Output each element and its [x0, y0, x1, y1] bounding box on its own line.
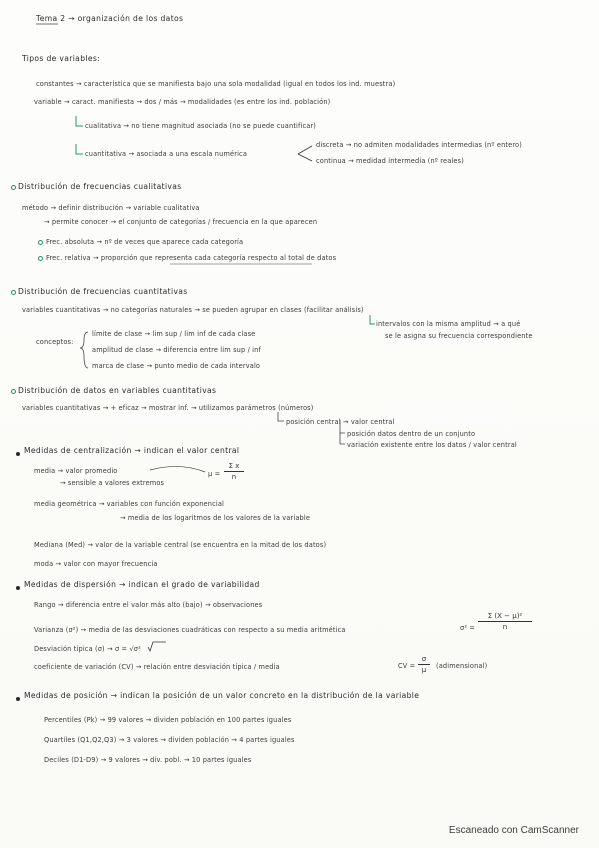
- line-cualitativa: cualitativa → no tiene magnitud asociada (no se puede cuantificar): [85, 122, 317, 130]
- brace-conceptos: [80, 332, 88, 368]
- line-variacion: variación existente entre los datos / valor central: [347, 441, 517, 449]
- formula-cv-lhs: CV =: [398, 662, 416, 670]
- formula-cv-denominator: μ: [421, 666, 427, 674]
- line-varianza: Varianza (σ²) → media de las desviaciones cuadráticas con respecto a su media aritmética: [34, 626, 346, 634]
- line-mostrar-inf: variables cuantitativas → + eficaz → mostrar inf. → utilizamos parámetros (números): [22, 404, 314, 412]
- line-deciles: Deciles (D1-D9) → 9 valores → div. pobl. → 10 partes iguales: [44, 756, 252, 764]
- line-posicion-central: posición central → valor central: [286, 418, 395, 426]
- line-coeficiente-variacion: coeficiente de variación (CV) → relación entre desviación típica / media: [34, 663, 280, 671]
- bracket-parametros: [278, 412, 284, 421]
- section-heading-tipos-variables: Tipos de variables:: [22, 54, 101, 63]
- page-title: Tema 2 → organización de los datos: [36, 14, 184, 23]
- section-heading-frec-cualitativas: Distribución de frecuencias cualitativas: [18, 182, 182, 191]
- formula-media-denominator: n: [231, 473, 237, 481]
- line-mediana: Mediana (Med) → valor de la variable central (se encuentra en la mitad de los datos): [34, 541, 327, 549]
- line-frec-relativa: Frec. relativa → proporción que representa cada categoría respecto al total de datos: [46, 254, 337, 262]
- line-frec-absoluta: Frec. absoluta → nº de veces que aparece cada categoría: [46, 238, 244, 246]
- section-heading-frec-cuantitativas: Distribución de frecuencias cuantitativas: [18, 287, 188, 296]
- line-permite-conocer: → permite conocer → el conjunto de categorías / frecuencia en la que aparecen: [44, 218, 318, 226]
- line-media-logaritmos: → media de los logaritmos de los valores de la variable: [120, 514, 311, 522]
- line-percentiles: Percentiles (Pk) → 99 valores → dividen población en 100 partes iguales: [44, 716, 292, 724]
- line-media: media → valor promedio: [34, 467, 118, 475]
- formula-cv-numerator: σ: [421, 655, 427, 663]
- arrow-media-formula: [150, 466, 205, 472]
- line-quartiles: Quartiles (Q1,Q2,Q3) → 3 valores → dividen población → 4 partes iguales: [44, 736, 295, 744]
- line-media-geometrica: media geométrica → variables con función exponencial: [34, 500, 225, 508]
- formula-varianza-numerator: Σ (X − μ)²: [487, 612, 523, 620]
- note-intervalos: intervalos con la misma amplitud → a qué: [376, 320, 521, 328]
- cv-adimensional-note: (adimensional): [436, 662, 488, 670]
- formula-varianza-denominator: n: [502, 623, 508, 631]
- line-continua: continua → medidad intermedia (nº reales): [316, 157, 464, 165]
- line-cuantitativa: cuantitativa → asociada a una escala numérica: [85, 150, 248, 158]
- line-variable: variable → caract. manifiesta → dos / más → modalidades (es entre los ind. población): [34, 98, 331, 106]
- line-sensible: → sensible a valores extremos: [60, 479, 165, 487]
- formula-media-lhs: μ =: [208, 470, 221, 478]
- line-metodo: método → definir distribución → variable cualitativa: [22, 204, 200, 212]
- line-limite-clase: límite de clase → lim sup / lim inf de cada clase: [92, 330, 256, 338]
- line-marca-clase: marca de clase → punto medio de cada intervalo: [92, 362, 261, 370]
- formula-varianza-lhs: σ² =: [460, 624, 476, 632]
- section-heading-posicion: Medidas de posición → indican la posición de un valor concreto en la distribución de la variable: [24, 691, 420, 700]
- line-moda: moda → valor con mayor frecuencia: [34, 560, 158, 568]
- sqrt-sign: [148, 642, 166, 651]
- bracket-intervalos: [370, 315, 375, 324]
- line-constantes: constantes → característica que se manifiesta bajo una sola modalidad (igual en todos los ind. muestra): [36, 80, 396, 88]
- line-variables-cuantitativas: variables cuantitativas → no categorías naturales → se pueden agrupar en clases (facilitar análisis): [22, 306, 364, 314]
- line-amplitud-clase: amplitud de clase → diferencia entre lim sup / inf: [92, 346, 261, 354]
- formula-media-numerator: Σ x: [228, 462, 240, 470]
- line-desviacion-tipica: Desviación típica (σ) → σ = √σ²: [34, 645, 141, 653]
- bracket-cualitativa: [76, 116, 83, 126]
- scanner-watermark: Escaneado con CamScanner: [448, 825, 579, 836]
- line-discreta: discreta → no admiten modalidades intermedias (nº entero): [316, 141, 522, 149]
- bracket-cuantitativa: [76, 144, 83, 154]
- section-heading-distribucion-datos: Distribución de datos en variables cuantitativas: [18, 386, 217, 395]
- section-heading-dispersion: Medidas de dispersión → indican el grado de variabilidad: [24, 580, 260, 589]
- branch-discreta-continua: [298, 146, 312, 161]
- line-rango: Rango → diferencia entre el valor más alto (bajo) → observaciones: [34, 601, 263, 609]
- note-frecuencia: se le asigna su frecuencia correspondiente: [385, 332, 533, 340]
- bracket-parametros-list: [340, 420, 345, 444]
- label-conceptos: conceptos:: [36, 338, 74, 346]
- section-heading-centralizacion: Medidas de centralización → indican el valor central: [24, 446, 240, 455]
- line-posicion-datos: posición datos dentro de un conjunto: [347, 430, 476, 438]
